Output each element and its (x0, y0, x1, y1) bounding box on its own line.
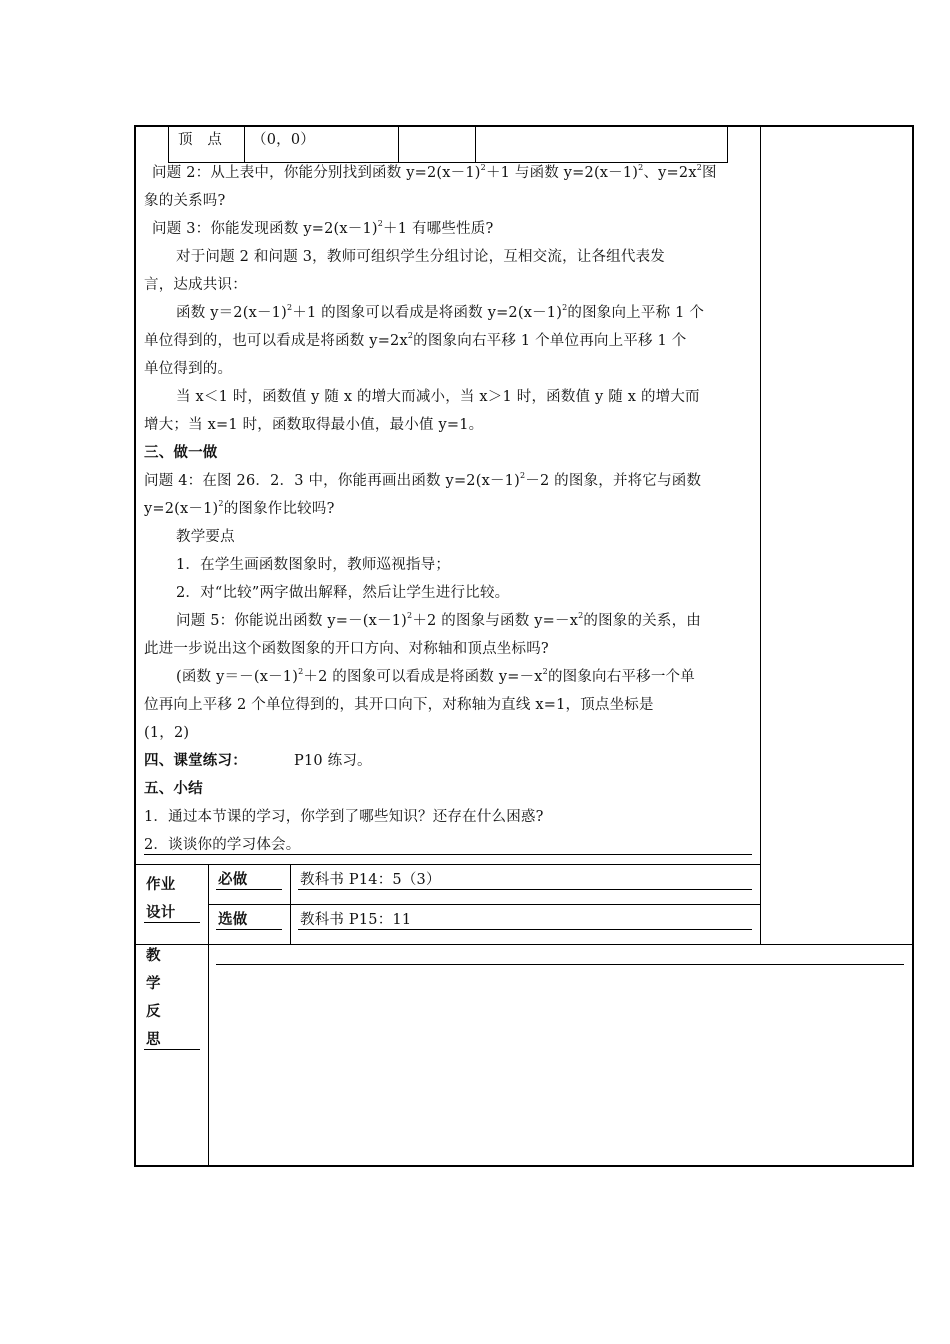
sup: 2 (638, 163, 644, 172)
summary-item-2: 2．谈谈你的学习体会。 (144, 837, 301, 853)
question-3 (152, 219, 493, 239)
q3-text-1: 问题 3：你能发现函数 y=2(x－1) (152, 221, 378, 237)
sup: 2 (562, 303, 568, 312)
optional-label-underline (216, 929, 282, 930)
answer-5-line2: 位再向上平移 2 个单位得到的，其开口向下，对称轴为直线 x=1，顶点坐标是 (144, 697, 654, 713)
sup: 2 (286, 303, 293, 312)
question-2-cont: 象的关系吗? (144, 193, 226, 209)
reflection-char-2: 学 (146, 975, 161, 992)
p2-text-5: 的图象向右平移 1 个单位再向上平移 1 个 (413, 333, 687, 349)
paragraph-2-line3: 单位得到的。 (144, 361, 233, 377)
required-label-underline (216, 889, 282, 890)
reflection-char-4: 思 (146, 1031, 161, 1048)
question-5-cont: 此进一步说出这个函数图象的开口方向、对称轴和顶点坐标吗? (144, 641, 549, 657)
outer-right-border-top (912, 125, 914, 1167)
sup: 2 (218, 499, 224, 508)
homework-label-2: 设计 (146, 904, 176, 921)
paragraph-1: 对于问题 2 和问题 3，教师可组织学生分组讨论，互相交流，让各组代表发 (176, 249, 665, 265)
q5-text-3: 的图象的关系，由 (583, 613, 701, 629)
sup: 2 (480, 163, 486, 172)
paragraph-1-cont: 言，达成共识： (144, 277, 247, 293)
a5-text-2: ＋2 的图象可以看成是将函数 y=－x (303, 669, 543, 685)
teaching-point-1: 1．在学生画函数图象时，教师巡视指导； (176, 557, 451, 573)
inner-table-col2 (398, 125, 399, 163)
q3-text-2: ＋1 有哪些性质? (383, 221, 494, 237)
answer-5-line3: (1，2) (144, 725, 190, 741)
section-3-heading: 三、做一做 (144, 444, 218, 461)
teaching-point-2: 2．对“比较”两字做出解释，然后让学生进行比较。 (176, 585, 510, 601)
summary-item-1: 1．通过本节课的学习，你学到了哪些知识？还存在什么困惑? (144, 809, 544, 825)
reflection-char-3: 反 (146, 1003, 161, 1020)
paragraph-2-line2 (144, 331, 686, 351)
q4-text-1: 问题 4：在图 26．2．3 中，你能再画出函数 y=2(x－1) (144, 473, 520, 489)
inner-table-col3 (475, 125, 476, 163)
question-4-cont (144, 499, 335, 519)
p2-text-3: 的图象向上平称 1 个 (567, 305, 705, 321)
required-label: 必做 (218, 871, 248, 888)
sup: 2 (377, 219, 384, 228)
q2-text-4: 图 (702, 165, 717, 181)
a5-text-1: (函数 y＝－(x－1) (176, 669, 299, 685)
outer-top-border (134, 125, 914, 127)
notes-column-divider (760, 125, 761, 945)
sup: 2 (298, 667, 304, 676)
a5-text-3: 的图象向右平移一个单 (547, 669, 695, 685)
q2-text-2: ＋1 与函数 y=2(x－1) (485, 165, 639, 181)
sup: 2 (696, 163, 703, 172)
paragraph-3-cont: 增大；当 x=1 时，函数取得最小值，最小值 y=1。 (144, 417, 484, 433)
p2-text-2: ＋1 的图象可以看成是将函数 y=2(x－1) (292, 305, 563, 321)
question-2 (152, 163, 717, 183)
paragraph-3: 当 x＜1 时，函数值 y 随 x 的增大而减小，当 x＞1 时，函数值 y 随 x 的增大而 (176, 389, 700, 405)
q4-text-3: y=2(x－1) (144, 501, 219, 517)
q2-text-3: 、y=2x (643, 165, 697, 181)
question-5 (176, 611, 701, 631)
question-4 (144, 471, 701, 491)
reflection-label-underline (144, 1049, 200, 1050)
homework-row-divider (208, 904, 761, 905)
optional-label: 选做 (218, 911, 248, 928)
homework-label-divider (208, 864, 209, 1166)
homework-label-underline (144, 922, 200, 923)
required-value: 教科书 P14：5（3） (300, 872, 441, 888)
sup: 2 (407, 611, 413, 620)
section-4-value: P10 练习。 (294, 753, 372, 769)
p2-text-1: 函数 y＝2(x－1) (176, 305, 287, 321)
sup: 2 (578, 611, 584, 620)
reflection-char-1: 教 (146, 947, 161, 964)
summary-underline (144, 854, 752, 855)
sup: 2 (519, 471, 526, 480)
inner-table-right (727, 125, 728, 163)
answer-5 (176, 667, 695, 687)
sup: 2 (542, 667, 548, 676)
p2-text-4: 单位得到的，也可以看成是将函数 y=2x (144, 333, 408, 349)
outer-bottom-border (134, 1165, 914, 1167)
inner-table-col1 (244, 125, 245, 163)
q5-text-2: ＋2 的图象与函数 y=－x (412, 613, 579, 629)
teaching-points-heading: 教学要点 (176, 529, 235, 545)
vertex-label: 顶 点 (178, 132, 223, 148)
q5-text-1: 问题 5：你能说出函数 y=－(x－1) (176, 613, 408, 629)
homework-label-1: 作业 (146, 876, 176, 893)
vertex-value: （0，0） (252, 132, 315, 148)
sup: 2 (407, 331, 414, 340)
optional-value: 教科书 P15：11 (300, 912, 412, 928)
q4-text-4: 的图象作比较吗? (223, 501, 335, 517)
q4-text-2: －2 的图象，并将它与函数 (525, 473, 702, 489)
homework-top-border (134, 864, 761, 865)
section-5-heading: 五、小结 (144, 780, 203, 797)
reflection-top-border (134, 944, 914, 945)
outer-left-border (134, 125, 136, 1167)
paragraph-2 (176, 303, 704, 323)
required-value-underline (298, 889, 752, 890)
q2-text-1: 问题 2：从上表中，你能分别找到函数 y=2(x－1) (152, 165, 481, 181)
optional-value-underline (298, 929, 752, 930)
section-4-heading: 四、课堂练习： (144, 752, 247, 769)
inner-table-left (168, 125, 169, 163)
reflection-writing-line (216, 964, 904, 965)
